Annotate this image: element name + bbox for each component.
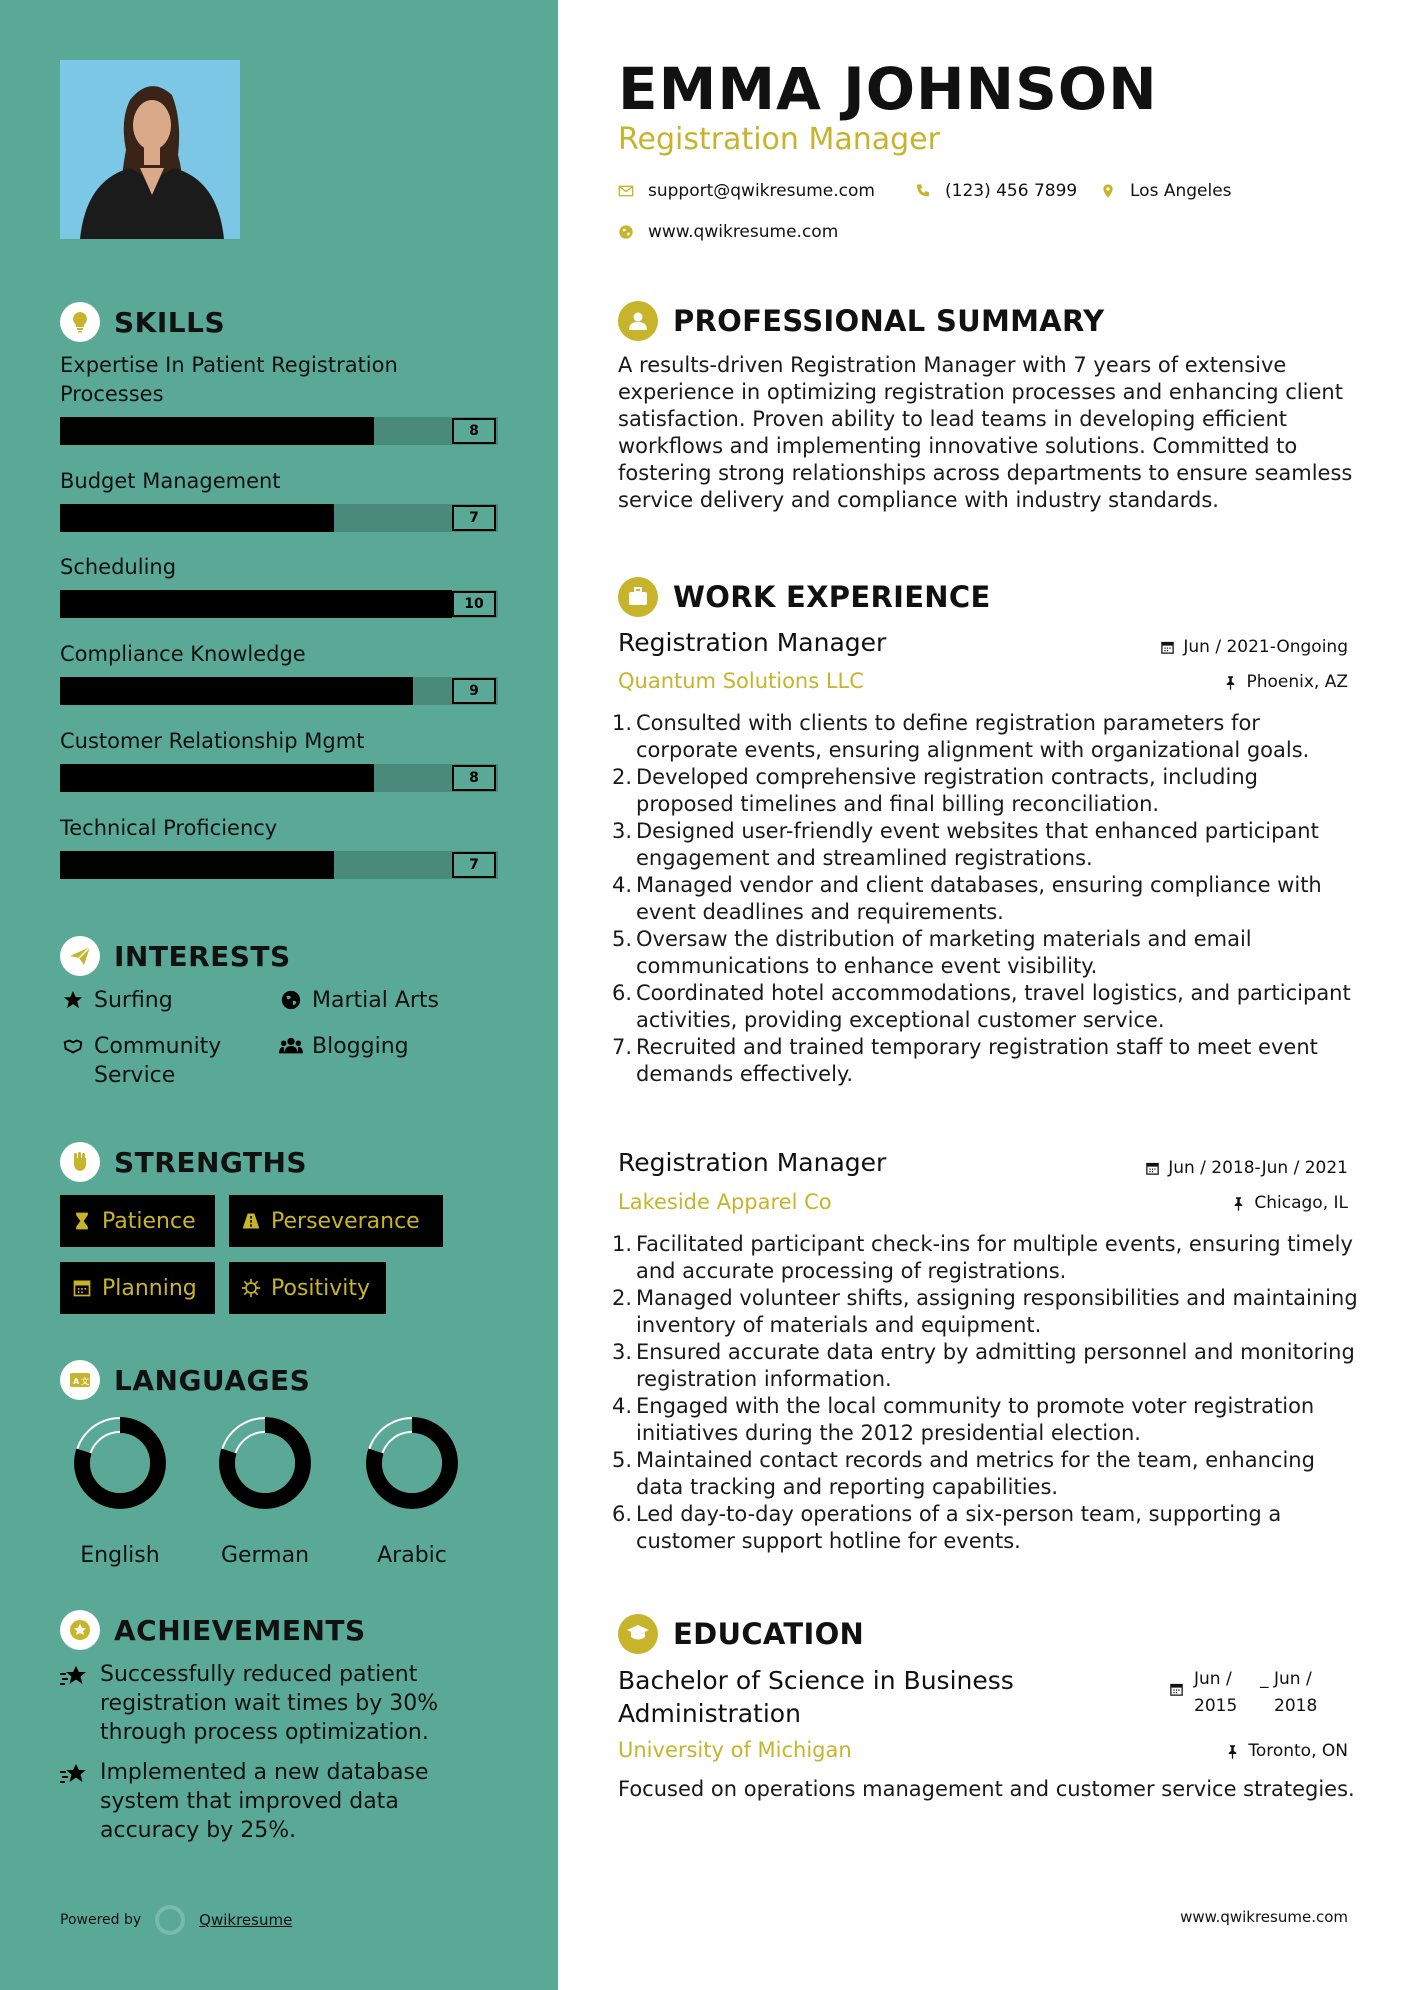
job-dates-text: Jun / 2018-Jun / 2021 — [1168, 1158, 1348, 1178]
job-title: Registration Manager — [618, 628, 887, 657]
interest-label: Community Service — [94, 1034, 222, 1088]
interest-label: Blogging — [312, 1034, 409, 1059]
list-item: 6. Coordinated hotel accommodations, travel logistics, and participant activities, providing exceptional customer service. — [612, 981, 1351, 1032]
summary-heading — [618, 301, 1104, 341]
star-badge-icon — [60, 1660, 90, 1694]
list-item: 3. Ensured accurate data entry by admitting personnel and monitoring registration information. — [612, 1340, 1355, 1391]
lightbulb-icon — [60, 302, 100, 342]
achievement-item — [60, 1660, 500, 1747]
language-donut — [72, 1415, 168, 1511]
powered-by-text: Powered by — [60, 1912, 142, 1928]
pin-icon — [1223, 675, 1238, 690]
contact-location — [1100, 181, 1232, 201]
strength-chip — [60, 1195, 215, 1247]
skill-value: 10 — [452, 591, 496, 617]
skill-bar — [60, 677, 498, 705]
skill-bar-fill — [60, 851, 334, 879]
job-company: Quantum Solutions LLC — [618, 669, 864, 693]
list-item: 1. Facilitated participant check-ins for multiple events, ensuring timely and accurate processing of registrations. — [612, 1232, 1353, 1283]
education-title: EDUCATION — [673, 1617, 865, 1651]
powered-by — [60, 1905, 292, 1935]
skill-name: Budget Management — [60, 469, 281, 493]
skill-item — [60, 467, 498, 532]
skill-bar — [60, 504, 498, 532]
candidate-role: Registration Manager — [618, 122, 940, 157]
briefcase-icon — [618, 577, 658, 617]
education-location-text: Toronto, ON — [1248, 1741, 1348, 1761]
sun-icon — [241, 1278, 261, 1298]
list-item: 4. Engaged with the local community to promote voter registration initiatives during the 2012 presidential election. — [612, 1394, 1315, 1445]
language-donut — [217, 1415, 313, 1511]
strength-chip — [60, 1262, 215, 1314]
strength-chip — [229, 1262, 386, 1314]
interest-item — [60, 986, 173, 1015]
language-donut — [364, 1415, 460, 1511]
pin-icon — [1231, 1196, 1246, 1211]
globe-icon — [618, 224, 634, 240]
job-dates-text: Jun / 2021-Ongoing — [1183, 637, 1348, 657]
calendar-icon — [1169, 1682, 1184, 1697]
job-location — [1223, 672, 1348, 692]
skills-title: SKILLS — [114, 305, 226, 339]
handshake-icon — [60, 1032, 86, 1057]
hourglass-icon — [72, 1211, 92, 1231]
envelope-icon — [618, 183, 634, 199]
languages-heading — [60, 1360, 310, 1400]
education-description: Focused on operations management and customer service strategies. — [618, 1777, 1355, 1801]
candidate-name: EMMA JOHNSON — [618, 55, 1158, 123]
skill-value: 9 — [452, 678, 496, 704]
location-text: Los Angeles — [1130, 181, 1232, 201]
list-item: 5. Maintained contact records and metrics for the team, enhancing data tracking and reporting capabilities. — [612, 1448, 1315, 1499]
job-dates — [1145, 1158, 1348, 1178]
language-label: German — [220, 1543, 310, 1568]
skill-name: Technical Proficiency — [60, 816, 278, 840]
skill-value: 7 — [452, 505, 496, 531]
road-icon — [241, 1211, 261, 1231]
phone-text: (123) 456 7899 — [945, 181, 1078, 201]
education-location — [1225, 1741, 1348, 1761]
skill-bar-fill — [60, 504, 334, 532]
skill-name: Scheduling — [60, 555, 177, 579]
skill-value: 8 — [452, 418, 496, 444]
skill-name: Customer Relationship Mgmt — [60, 729, 365, 753]
skill-value: 8 — [452, 765, 496, 791]
calendar-icon — [1160, 640, 1175, 655]
phone-icon — [915, 183, 931, 199]
list-item: 1. Consulted with clients to define registration parameters for corporate events, ensuring alignment with organizational goals. — [612, 711, 1310, 762]
users-icon — [278, 1032, 304, 1057]
sidebar — [0, 0, 558, 1990]
website-text: www.qwikresume.com — [648, 222, 839, 242]
skill-name: Expertise In Patient Registration Processes — [60, 353, 398, 406]
job-responsibilities — [612, 710, 1358, 1088]
skill-bar-fill — [60, 590, 452, 618]
experience-heading — [618, 577, 991, 617]
contact-email[interactable] — [618, 181, 875, 201]
star-badge-icon — [60, 1758, 90, 1792]
language-item — [205, 1415, 325, 1568]
skill-bar — [60, 417, 498, 445]
skills-heading — [60, 302, 225, 342]
language-label: English — [80, 1543, 160, 1568]
strength-label: Perseverance — [271, 1208, 420, 1234]
languages-title: LANGUAGES — [114, 1363, 311, 1397]
list-item: 7. Recruited and trained temporary registration staff to meet event demands effectively. — [612, 1035, 1318, 1086]
skill-value: 7 — [452, 852, 496, 878]
list-item: 2. Developed comprehensive registration contracts, including proposed timelines and final billing reconciliation. — [612, 765, 1258, 816]
list-item: 2. Managed volunteer shifts, assigning responsibilities and maintaining inventory of materials and equipment. — [612, 1286, 1358, 1337]
interest-item — [278, 1032, 409, 1061]
language-icon — [60, 1360, 100, 1400]
interests-title: INTERESTS — [114, 939, 291, 973]
pin-icon — [1225, 1744, 1240, 1759]
strength-label: Planning — [102, 1275, 197, 1301]
job-location — [1231, 1193, 1348, 1213]
qwikresume-link[interactable]: Qwikresume — [199, 1911, 293, 1929]
summary-text: A results-driven Registration Manager with 7 years of extensive experience in optimizing registration processes and enhancing client satisfaction. Proven ability to lead teams in developing efficient workflows and implementing innovative solutions. Committed to fostering strong relationships across departments to ensure seamless service delivery and compliance with industry standards. — [618, 353, 1353, 512]
svg-text:A: A — [73, 1377, 80, 1386]
skill-bar — [60, 590, 498, 618]
language-label: Arabic — [377, 1543, 447, 1568]
profile-photo — [60, 60, 240, 239]
skill-bar-fill — [60, 417, 374, 445]
contact-website[interactable] — [618, 222, 838, 242]
achievement-text: Successfully reduced patient registration wait times by 30% through process optimization. — [100, 1662, 439, 1745]
skill-item — [60, 351, 498, 445]
education-end: Jun / 2018 — [1274, 1669, 1318, 1716]
education-heading — [618, 1614, 864, 1654]
paper-plane-icon — [60, 936, 100, 976]
list-item: 5. Oversaw the distribution of marketing materials and email communications to enhance event visibility. — [612, 927, 1252, 978]
skill-bar — [60, 851, 498, 879]
school-name: University of Michigan — [618, 1738, 852, 1762]
calendar-icon — [72, 1278, 92, 1298]
list-item: 4. Managed vendor and client databases, ensuring compliance with event deadlines and requirements. — [612, 873, 1322, 924]
education-start: Jun / 2015 — [1194, 1669, 1238, 1716]
experience-title: WORK EXPERIENCE — [673, 580, 991, 614]
skill-item — [60, 553, 498, 618]
summary-title: PROFESSIONAL SUMMARY — [673, 304, 1105, 338]
email-text: support@qwikresume.com — [648, 181, 875, 201]
achievements-title: ACHIEVEMENTS — [114, 1613, 366, 1647]
job-dates — [1160, 637, 1348, 657]
calendar-icon — [1145, 1161, 1160, 1176]
language-item — [352, 1415, 472, 1568]
skill-item — [60, 727, 498, 792]
interests-heading — [60, 936, 291, 976]
star-icon — [60, 986, 86, 1011]
achievement-text: Implemented a new database system that improved data accuracy by 25%. — [100, 1760, 429, 1843]
skill-item — [60, 640, 498, 705]
skill-name: Compliance Knowledge — [60, 642, 306, 666]
svg-text:文: 文 — [81, 1377, 89, 1386]
interest-label: Surfing — [94, 988, 173, 1013]
fist-icon — [60, 1142, 100, 1182]
job-title: Registration Manager — [618, 1148, 887, 1177]
contact-phone[interactable] — [915, 181, 1077, 201]
skill-item — [60, 814, 498, 879]
degree-title: Bachelor of Science in Business Administration — [618, 1666, 1014, 1728]
strengths-heading — [60, 1142, 307, 1182]
list-item: 3. Designed user-friendly event websites that enhanced participant engagement and streamlined registrations. — [612, 819, 1319, 870]
user-icon — [618, 301, 658, 341]
achievements-heading — [60, 1610, 366, 1650]
achievement-item — [60, 1758, 500, 1845]
strength-label: Positivity — [271, 1275, 371, 1301]
interest-item — [278, 986, 439, 1015]
interest-label: Martial Arts — [312, 988, 440, 1013]
skill-bar-fill — [60, 764, 374, 792]
job-location-text: Chicago, IL — [1254, 1193, 1348, 1213]
education-dates: Jun / 2015 _ Jun / 2018 — [1169, 1666, 1334, 1720]
job-company: Lakeside Apparel Co — [618, 1190, 832, 1214]
globe-icon — [278, 986, 304, 1011]
interest-item — [60, 1032, 260, 1090]
strength-label: Patience — [102, 1208, 196, 1234]
job-location-text: Phoenix, AZ — [1246, 672, 1348, 692]
map-pin-icon — [1100, 183, 1116, 199]
skill-bar — [60, 764, 498, 792]
list-item: 6. Led day-to-day operations of a six-person team, supporting a customer support hotline for events. — [612, 1502, 1282, 1553]
footer-url[interactable]: www.qwikresume.com — [1180, 1908, 1348, 1926]
language-item — [60, 1415, 180, 1568]
strengths-title: STRENGTHS — [114, 1145, 308, 1179]
job-responsibilities — [612, 1231, 1358, 1555]
qwikresume-logo — [155, 1905, 185, 1935]
graduation-cap-icon — [618, 1614, 658, 1654]
strength-chip — [229, 1195, 443, 1247]
trophy-icon — [60, 1610, 100, 1650]
skill-bar-fill — [60, 677, 413, 705]
